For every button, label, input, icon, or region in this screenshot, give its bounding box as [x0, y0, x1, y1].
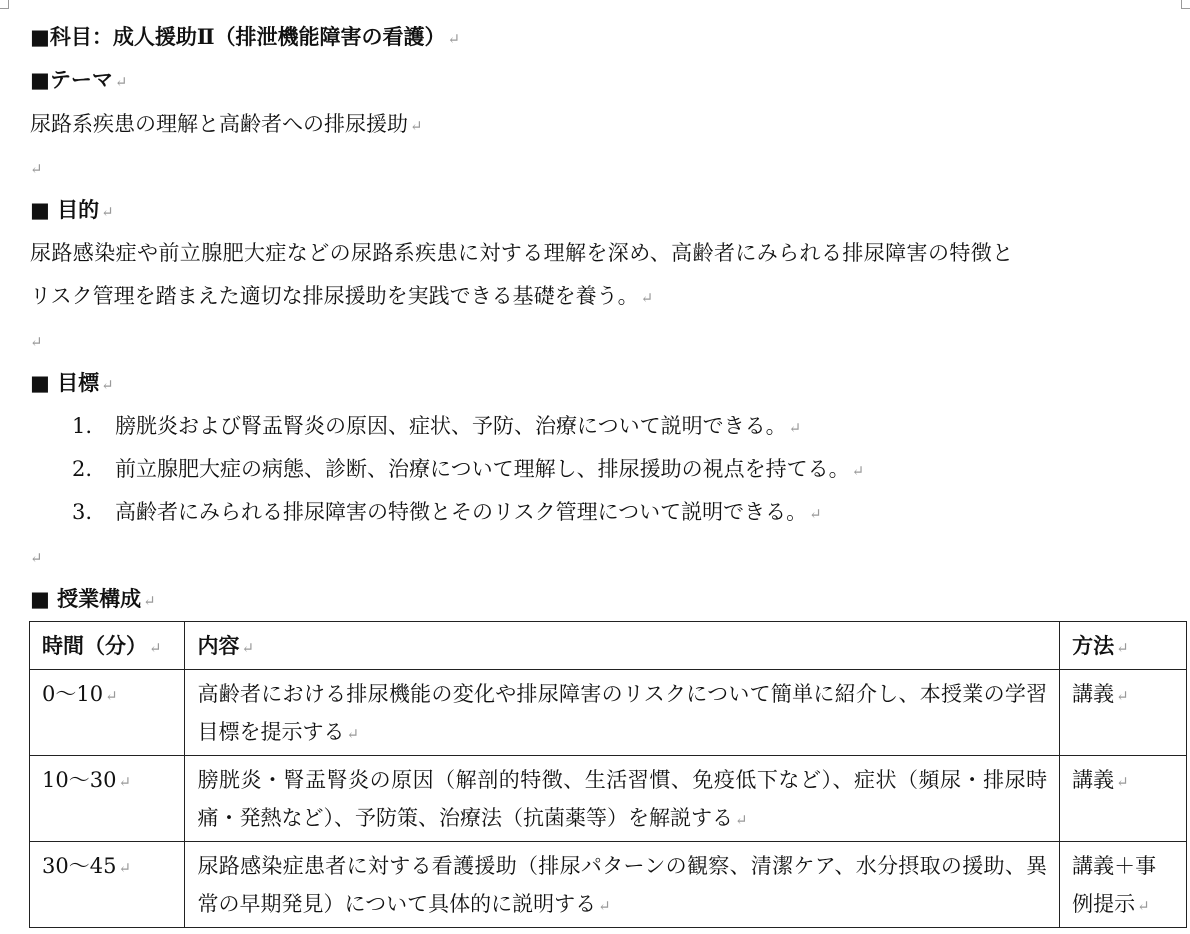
- paragraph-mark: ↵: [598, 897, 611, 915]
- paragraph-mark: ↵: [851, 462, 865, 480]
- theme-heading-text: ■テーマ: [30, 67, 113, 92]
- purpose-text-line-1: [30, 238, 1014, 268]
- subject-heading-text: ■科目：成人援助Ⅱ（排泄機能障害の看護）: [30, 24, 446, 49]
- paragraph-mark: ↵: [30, 549, 43, 567]
- cell-time-text: 10〜30: [42, 768, 117, 792]
- cell-time: [30, 756, 185, 842]
- header-content: [185, 622, 1060, 670]
- cell-method: [1060, 842, 1187, 928]
- paragraph-mark: ↵: [734, 811, 748, 829]
- cell-time-text: 0〜10: [42, 682, 104, 706]
- paragraph-mark: ↵: [809, 505, 822, 523]
- table-row: [30, 842, 1187, 928]
- header-time-text: 時間（分）: [42, 633, 147, 658]
- cell-method-text: 講義＋事例提示: [1072, 854, 1157, 916]
- goal-item: [72, 454, 864, 486]
- cell-content: [185, 670, 1060, 756]
- paragraph-mark: ↵: [114, 73, 128, 91]
- goal-number: 3.: [72, 500, 93, 524]
- subject-heading: [30, 22, 460, 54]
- cell-method: [1060, 756, 1187, 842]
- empty-paragraph: [30, 541, 43, 573]
- header-time: [30, 622, 185, 670]
- structure-heading: [30, 584, 156, 616]
- goals-heading-text: ■ 目標: [30, 370, 100, 395]
- goal-text: 膀胱炎および腎盂腎炎の原因、症状、予防、治療について説明できる。: [115, 414, 787, 438]
- structure-heading-text: ■ 授業構成: [30, 586, 142, 611]
- cell-content-text: 高齢者における排尿機能の変化や排尿障害のリスクについて簡単に紹介し、本授業の学習目標を提示する: [197, 682, 1048, 744]
- cell-time: [30, 670, 185, 756]
- goal-text: 高齢者にみられる排尿障害の特徴とそのリスク管理について説明できる。: [115, 500, 808, 524]
- paragraph-mark: ↵: [1116, 639, 1129, 657]
- empty-paragraph: [30, 325, 43, 357]
- cell-content-text: 尿路感染症患者に対する看護援助（排尿パターンの観察、清潔ケア、水分摂取の援助、異常の早期発見）について具体的に説明する: [197, 854, 1048, 916]
- page-corner-left: [0, 0, 9, 9]
- paragraph-mark: ↵: [447, 30, 461, 48]
- theme-text: [30, 109, 423, 141]
- header-content-text: 内容: [197, 633, 240, 658]
- header-method: [1060, 622, 1187, 670]
- paragraph-mark: ↵: [105, 687, 118, 705]
- purpose-heading: [30, 195, 114, 227]
- cell-method: [1060, 670, 1187, 756]
- table-header-row: [30, 622, 1187, 670]
- cell-content-text: 膀胱炎・腎盂腎炎の原因（解剖的特徴、生活習慣、免疫低下など）、症状（頻尿・排尿時痛・発熱など）、予防策、治療法（抗菌薬等）を解説する: [197, 768, 1048, 830]
- paragraph-mark: ↵: [30, 160, 43, 178]
- goals-heading: [30, 368, 114, 400]
- cell-content: [185, 756, 1060, 842]
- purpose-text-2: リスク管理を踏まえた適切な排尿援助を実践できる基礎を養う。: [30, 284, 639, 308]
- cell-time: [30, 842, 185, 928]
- cell-method-text: 講義: [1072, 768, 1115, 792]
- cell-method-text: 講義: [1072, 682, 1115, 706]
- paragraph-mark: ↵: [118, 859, 132, 877]
- paragraph-mark: ↵: [346, 725, 360, 743]
- cell-time-text: 30〜45: [42, 854, 117, 878]
- purpose-heading-text: ■ 目的: [30, 197, 100, 222]
- paragraph-mark: ↵: [101, 376, 114, 394]
- goal-item: [72, 411, 801, 443]
- goal-text: 前立腺肥大症の病態、診断、治療について理解し、排尿援助の視点を持てる。: [115, 457, 850, 481]
- paragraph-mark: ↵: [410, 117, 423, 135]
- paragraph-mark: ↵: [30, 333, 43, 351]
- paragraph-mark: ↵: [143, 592, 156, 610]
- cell-content: [185, 842, 1060, 928]
- page-corner-right: [1181, 0, 1190, 9]
- paragraph-mark: ↵: [241, 639, 255, 657]
- paragraph-mark: ↵: [788, 419, 802, 437]
- paragraph-mark: ↵: [149, 639, 162, 657]
- purpose-text-line-2: [30, 281, 653, 313]
- paragraph-mark: ↵: [640, 289, 654, 307]
- paragraph-mark: ↵: [101, 203, 114, 221]
- paragraph-mark: ↵: [1137, 897, 1150, 915]
- empty-paragraph: [30, 152, 43, 184]
- paragraph-mark: ↵: [118, 773, 132, 791]
- table-row: [30, 670, 1187, 756]
- goal-number: 1.: [72, 414, 93, 438]
- paragraph-mark: ↵: [1116, 773, 1129, 791]
- theme-heading: [30, 65, 127, 97]
- table-row: [30, 756, 1187, 842]
- paragraph-mark: ↵: [1116, 687, 1129, 705]
- goal-item: [72, 497, 822, 529]
- purpose-text-1: 尿路感染症や前立腺肥大症などの尿路系疾患に対する理解を深め、高齢者にみられる排尿障害の特徴と: [30, 241, 1014, 265]
- header-method-text: 方法: [1072, 633, 1115, 658]
- lesson-structure-table: [29, 621, 1187, 928]
- goal-number: 2.: [72, 457, 93, 481]
- theme-text-content: 尿路系疾患の理解と高齢者への排尿援助: [30, 112, 408, 136]
